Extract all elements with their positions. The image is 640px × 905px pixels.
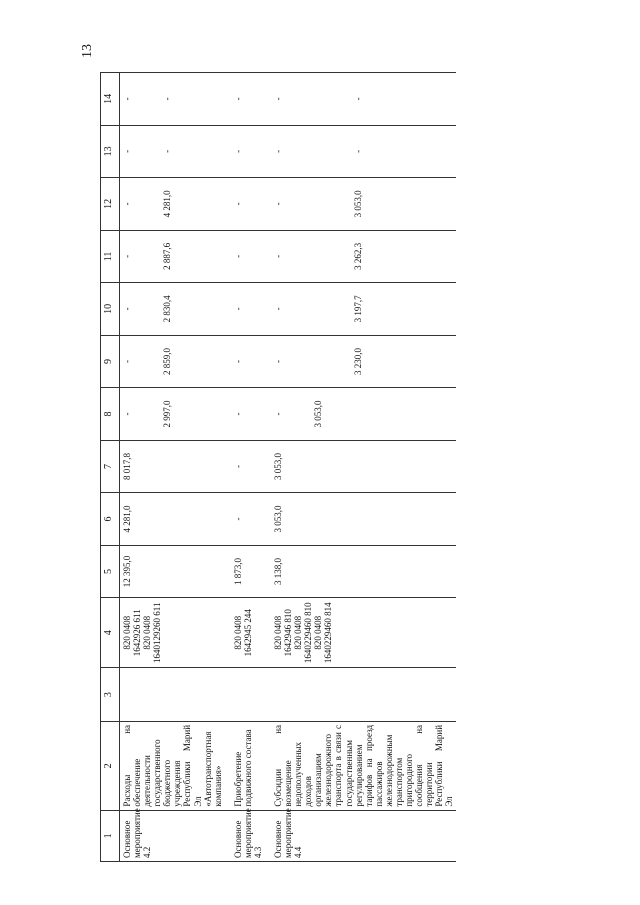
budget-code: 820 0408 1640129260 611 <box>142 602 163 663</box>
value: - <box>122 97 132 101</box>
budget-code: 820 0408 1642926 611 <box>122 609 143 657</box>
budget-code: 820 0408 1640229460 810 <box>293 602 314 664</box>
value: - <box>273 97 284 101</box>
value: - <box>162 149 173 153</box>
value-cell <box>120 388 225 441</box>
col-header: 1 <box>101 810 120 861</box>
value-cell: - <box>225 230 265 283</box>
value: 4 281,0 <box>162 190 173 218</box>
value-cell <box>265 125 456 178</box>
value-cell: - <box>225 493 265 546</box>
col-header: 6 <box>101 493 120 546</box>
budget-code-cell: 820 0408 1642945 244 <box>225 598 265 668</box>
value: - <box>122 307 132 311</box>
empty-cell <box>225 668 265 722</box>
value: - <box>353 149 364 153</box>
value-cell <box>265 178 456 231</box>
budget-code: 820 0408 1640229460 814 <box>313 602 334 664</box>
value-cell: - <box>225 335 265 388</box>
value-cell <box>120 283 225 336</box>
activity-cell: Основное мероприятие 4.2 <box>120 810 225 861</box>
value: - <box>122 359 132 363</box>
value-cell: - <box>225 283 265 336</box>
value-cell: 3 053,0 <box>265 493 456 546</box>
budget-code-cell <box>265 598 456 668</box>
value-cell: 3 138,0 <box>265 545 456 598</box>
value: - <box>353 97 364 101</box>
table-row <box>265 73 456 862</box>
description-cell: Приобретение подвижного состава <box>225 721 265 810</box>
activity-cell: Основное мероприятие 4.4 <box>265 810 456 861</box>
value: 2 997,0 <box>162 400 173 428</box>
value-cell: - <box>225 178 265 231</box>
empty-cell <box>265 668 456 722</box>
col-header: 4 <box>101 598 120 668</box>
table-row <box>225 73 265 862</box>
value: - <box>122 202 132 206</box>
budget-code: 820 0408 1642946 810 <box>273 609 294 657</box>
value-cell: - <box>225 388 265 441</box>
value: - <box>122 412 132 416</box>
value: 2 830,4 <box>162 295 173 323</box>
description-cell: Расходы на обеспечение деятельности государственного бюджетного учреждения Республики Марий Эл «Автотранспортная компания» <box>120 721 225 810</box>
value: - <box>273 254 284 258</box>
value-cell <box>120 73 225 126</box>
empty-cell <box>120 668 225 722</box>
value: - <box>273 359 284 363</box>
value-cell <box>120 178 225 231</box>
budget-table <box>100 72 456 862</box>
col-header: 8 <box>101 388 120 441</box>
col-header: 12 <box>101 178 120 231</box>
value-cell: - <box>225 125 265 178</box>
col-header: 14 <box>101 73 120 126</box>
value-cell <box>120 335 225 388</box>
value: - <box>162 97 173 101</box>
value: 3 230,0 <box>353 347 364 375</box>
value-cell: - <box>225 73 265 126</box>
value: 2 887,6 <box>162 242 173 270</box>
description-cell: Субсидии на возмещение недополученных доходов организациям железнодорожного транспорта в связи с государственным регулированием тарифов на проезд пассажиров железнодорожным транспортом пригородного сообщения на территории Республики Марий Эл <box>265 721 456 810</box>
col-header: 5 <box>101 545 120 598</box>
value-cell: 12 395,0 <box>120 545 225 598</box>
value-cell <box>265 73 456 126</box>
value: - <box>122 254 132 258</box>
value: - <box>273 307 284 311</box>
col-header: 10 <box>101 283 120 336</box>
value-cell <box>265 335 456 388</box>
budget-code-cell <box>120 598 225 668</box>
value: - <box>273 149 284 153</box>
table-row <box>120 73 225 862</box>
value: 2 859,0 <box>162 347 173 375</box>
value: 3 053,0 <box>313 400 324 428</box>
value: 3 197,7 <box>353 295 364 323</box>
activity-cell: Основное мероприятие 4.3 <box>225 810 265 861</box>
rotated-table-container <box>100 72 560 862</box>
value-cell <box>265 230 456 283</box>
value: - <box>273 412 284 416</box>
value-cell <box>120 125 225 178</box>
value-cell: 3 053,0 <box>265 440 456 493</box>
col-header: 9 <box>101 335 120 388</box>
value: 3 053,0 <box>353 190 364 218</box>
col-header: 13 <box>101 125 120 178</box>
col-header: 7 <box>101 440 120 493</box>
value: - <box>122 149 132 153</box>
value-cell: 8 017,8 <box>120 440 225 493</box>
page-number: 13 <box>80 44 95 58</box>
value: 3 262,3 <box>353 242 364 270</box>
value-cell: 4 281,0 <box>120 493 225 546</box>
col-header: 11 <box>101 230 120 283</box>
value-cell: - <box>225 440 265 493</box>
col-header: 3 <box>101 668 120 722</box>
header-row <box>101 73 120 862</box>
value: - <box>273 202 284 206</box>
col-header: 2 <box>101 721 120 810</box>
value-cell <box>120 230 225 283</box>
value-cell <box>265 388 456 441</box>
value-cell: 1 873,0 <box>225 545 265 598</box>
value-cell <box>265 283 456 336</box>
